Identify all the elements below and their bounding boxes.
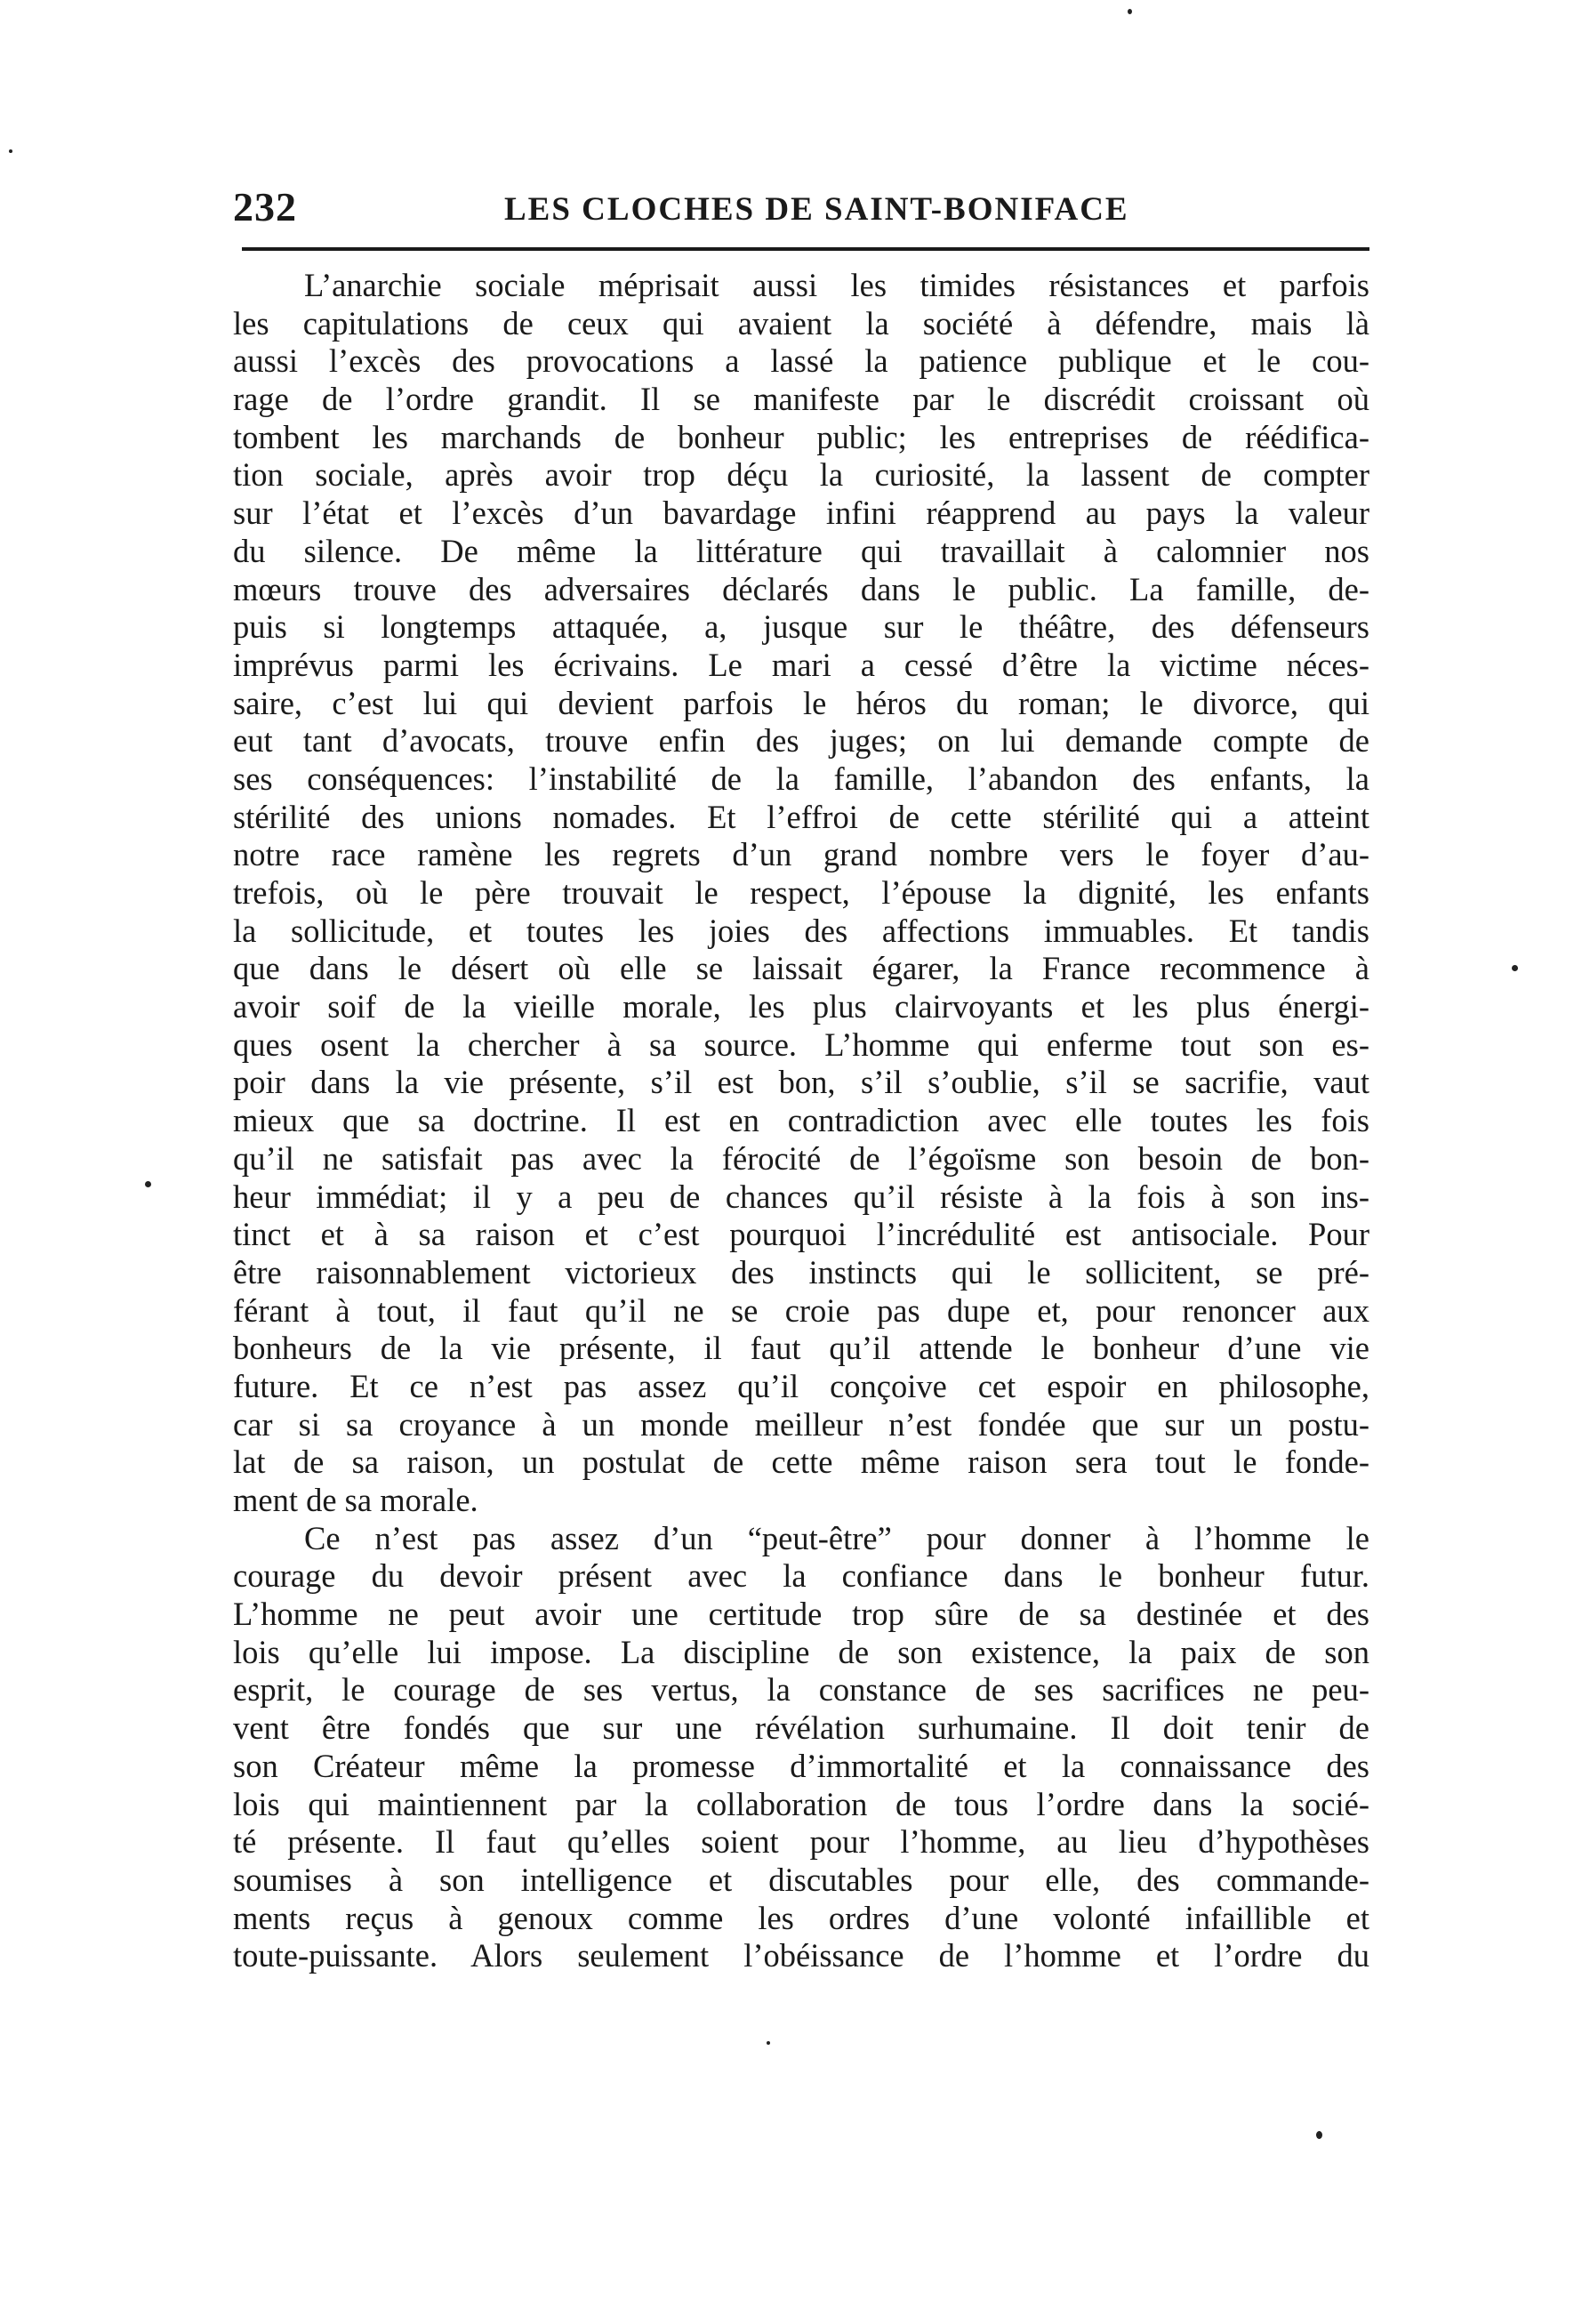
text-line: eut tant d’avocats, trouve enfin des juges; on lui demande compte de [233,722,1369,760]
text-line: que dans le désert où elle se laissait égarer, la France recommence à [233,950,1369,987]
text-line: future. Et ce n’est pas assez qu’il conçoive cet espoir en philosophe, [233,1367,1369,1404]
text-line: qu’il ne satisfait pas avec la férocité de l’égoïsme son besoin de bon- [233,1139,1369,1177]
text-line: lat de sa raison, un postulat de cette même raison sera tout le fonde- [233,1443,1369,1481]
text-line: saire, c’est lui qui devient parfois le héros du roman; le divorce, qui [233,684,1369,721]
text-line: puis si longtemps attaquée, a, jusque sur le théâtre, des défenseurs [233,608,1369,646]
text-line: lois qu’elle lui impose. La discipline de son existence, la paix de son [233,1633,1369,1670]
scan-speck [9,149,12,153]
text-line: ments reçus à genoux comme les ordres d’une volonté infaillible et [233,1899,1369,1936]
header-rule [242,247,1369,251]
text-line: ses conséquences: l’instabilité de la famille, l’abandon des enfants, la [233,760,1369,797]
text-line: notre race ramène les regrets d’un grand nombre vers le foyer d’au- [233,836,1369,873]
text-line: trefois, où le père trouvait le respect, l’épouse la dignité, les enfants [233,874,1369,911]
text-line: les capitulations de ceux qui avaient la société à défendre, mais là [233,304,1369,342]
page-number: 232 [233,184,297,229]
text-line: Ce n’est pas assez d’un “peut-être” pour donner à l’homme le [304,1519,1369,1556]
body-text [233,267,1369,1975]
text-line: imprévus parmi les écrivains. Le mari a cessé d’être la victime néces- [233,646,1369,683]
scan-speck [767,2041,770,2045]
text-line: té présente. Il faut qu’elles soient pour l’homme, au lieu d’hypothèses [233,1823,1369,1861]
text-line: esprit, le courage de ses vertus, la constance de ses sacrifices ne peu- [233,1671,1369,1709]
text-line: tombent les marchands de bonheur public; les entreprises de réédifica- [233,418,1369,455]
text-line: mœurs trouve des adversaires déclarés dans le public. La famille, de- [233,570,1369,607]
text-line: rage de l’ordre grandit. Il se manifeste par le discrédit croissant où [233,381,1369,418]
text-line: du silence. De même la littérature qui travaillait à calomnier nos [233,532,1369,569]
text-line: L’anarchie sociale méprisait aussi les timides résistances et parfois [304,267,1369,303]
text-line: L’homme ne peut avoir une certitude trop sûre de sa destinée et des [233,1596,1369,1633]
text-line: heur immédiat; il y a peu de chances qu’il résiste à la fois à son ins- [233,1178,1369,1215]
scan-speck [145,1181,151,1187]
text-line: poir dans la vie présente, s’il est bon, s’il s’oublie, s’il se sacrifie, vaut [233,1064,1369,1101]
text-line: ques osent la chercher à sa source. L’homme qui enferme tout son es- [233,1025,1369,1063]
text-line: bonheurs de la vie présente, il faut qu’il attende le bonheur d’une vie [233,1330,1369,1367]
text-line: stérilité des unions nomades. Et l’effroi de cette stérilité qui a atteint [233,798,1369,835]
text-line: ment de sa morale. [233,1482,478,1518]
text-line: tinct et à sa raison et c’est pourquoi l’incrédulité est antisociale. Pour [233,1216,1369,1253]
text-line: tion sociale, après avoir trop déçu la curiosité, la lassent de compter [233,456,1369,494]
text-line: courage du devoir présent avec la confiance dans le bonheur futur. [233,1557,1369,1595]
text-line: férant à tout, il faut qu’il ne se croie pas dupe et, pour renoncer aux [233,1291,1369,1329]
text-line: son Créateur même la promesse d’immortalité et la connaissance des [233,1747,1369,1784]
text-line: être raisonnablement victorieux des instincts qui le sollicitent, se pré- [233,1253,1369,1291]
scan-speck [1316,2131,1322,2139]
text-line: toute-puissante. Alors seulement l’obéissance de l’homme et l’ordre du [233,1937,1369,1974]
text-line: soumises à son intelligence et discutables pour elle, des commande- [233,1861,1369,1898]
scan-speck [1512,965,1518,971]
running-title: LES CLOCHES DE SAINT-BONIFACE [504,191,1129,228]
page-header [233,174,1369,237]
text-line: sur l’état et l’excès d’un bavardage infini réapprend au pays la valeur [233,495,1369,532]
text-line: vent être fondés que sur une révélation surhumaine. Il doit tenir de [233,1709,1369,1747]
text-line: aussi l’excès des provocations a lassé la patience publique et le cou- [233,342,1369,380]
text-line: avoir soif de la vieille morale, les plus clairvoyants et les plus énergi- [233,988,1369,1025]
scan-speck [1128,9,1132,14]
text-line: la sollicitude, et toutes les joies des affections immuables. Et tandis [233,912,1369,949]
text-line: car si sa croyance à un monde meilleur n’est fondée que sur un postu- [233,1405,1369,1443]
text-line: mieux que sa doctrine. Il est en contradiction avec elle toutes les fois [233,1102,1369,1139]
text-line: lois qui maintiennent par la collaboration de tous l’ordre dans la socié- [233,1785,1369,1822]
